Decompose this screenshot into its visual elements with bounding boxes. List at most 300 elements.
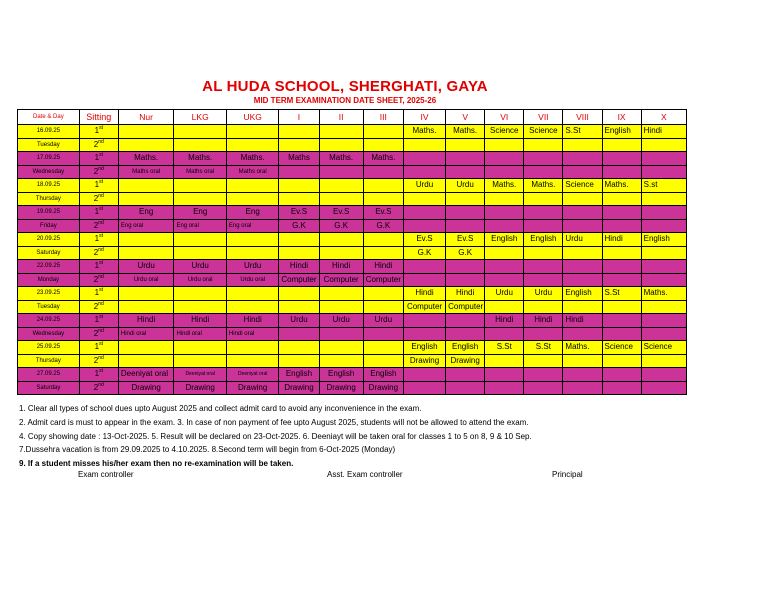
sitting-cell: [79, 260, 118, 274]
sitting-number: 2: [93, 301, 99, 311]
subject-cell: [118, 125, 174, 139]
subject-cell: [563, 260, 602, 274]
column-header: VII: [524, 110, 563, 125]
subject-cell: [563, 192, 602, 206]
subject-cell: G.K: [279, 219, 319, 233]
subject-cell: Drawing: [279, 381, 319, 395]
sitting-suffix: nd: [98, 381, 104, 388]
subject-cell: [641, 273, 686, 287]
subject-cell: [641, 300, 686, 314]
sitting-suffix: st: [99, 152, 103, 159]
subject-cell: [563, 368, 602, 382]
column-header: III: [363, 110, 403, 125]
subject-cell: English: [524, 233, 563, 247]
subject-cell: [319, 327, 363, 341]
subject-cell: [641, 368, 686, 382]
subject-cell: Ev.S: [403, 233, 445, 247]
exam-date: 25.09.25: [18, 341, 80, 355]
sitting-cell: [79, 354, 118, 368]
sitting-suffix: st: [99, 287, 103, 294]
subject-cell: Maths.: [118, 152, 174, 166]
subject-cell: G.K: [319, 219, 363, 233]
subject-cell: [446, 314, 485, 328]
subject-cell: [319, 125, 363, 139]
subject-cell: [524, 138, 563, 152]
sitting-cell: [79, 179, 118, 193]
sitting-suffix: st: [99, 341, 103, 348]
subject-cell: [174, 192, 226, 206]
subject-cell: [641, 354, 686, 368]
table-row: [18, 354, 687, 368]
sitting-suffix: nd: [98, 327, 104, 334]
subject-cell: [641, 246, 686, 260]
sitting-cell: [79, 287, 118, 301]
notes-section: [19, 402, 759, 471]
subject-cell: Computer: [403, 300, 445, 314]
table-row: [18, 260, 687, 274]
subject-cell: S.st: [641, 179, 686, 193]
subject-cell: [226, 125, 278, 139]
sitting-number: 2: [93, 355, 99, 365]
subject-cell: [563, 152, 602, 166]
exam-day: Saturday: [18, 381, 80, 395]
sitting-suffix: st: [99, 233, 103, 240]
subject-cell: [363, 341, 403, 355]
subject-cell: [174, 125, 226, 139]
subject-cell: G.K: [403, 246, 445, 260]
subject-cell: [279, 192, 319, 206]
subject-cell: Hindi oral: [174, 327, 226, 341]
sitting-cell: [79, 206, 118, 220]
subject-cell: [363, 179, 403, 193]
sitting-number: 1: [94, 315, 100, 325]
subject-cell: English: [485, 233, 524, 247]
exam-date: 24.09.25: [18, 314, 80, 328]
subject-cell: Maths.: [226, 152, 278, 166]
subject-cell: [485, 273, 524, 287]
subject-cell: Science: [563, 179, 602, 193]
column-header: UKG: [226, 110, 278, 125]
subject-cell: Eng: [118, 206, 174, 220]
sitting-cell: [79, 192, 118, 206]
subject-cell: [403, 273, 445, 287]
subject-cell: Hindi: [524, 314, 563, 328]
subject-cell: Urdu: [403, 179, 445, 193]
subject-cell: [563, 165, 602, 179]
sitting-cell: [79, 152, 118, 166]
column-header: VI: [485, 110, 524, 125]
subject-cell: Maths.: [641, 287, 686, 301]
sitting-cell: [79, 273, 118, 287]
subject-cell: Hindi: [485, 314, 524, 328]
subject-cell: Eng oral: [118, 219, 174, 233]
subject-cell: [446, 138, 485, 152]
sitting-cell: [79, 233, 118, 247]
subject-cell: Hindi: [403, 287, 445, 301]
subject-cell: [363, 354, 403, 368]
subject-cell: [279, 138, 319, 152]
subject-cell: [279, 125, 319, 139]
sitting-suffix: nd: [98, 246, 104, 253]
subject-cell: Hindi oral: [226, 327, 278, 341]
exam-date: 18.09.25: [18, 179, 80, 193]
sitting-cell: [79, 381, 118, 395]
sitting-cell: [79, 314, 118, 328]
subject-cell: [319, 138, 363, 152]
sitting-cell: [79, 368, 118, 382]
subject-cell: [602, 327, 641, 341]
subject-cell: Hindi oral: [118, 327, 174, 341]
subject-cell: [563, 138, 602, 152]
sitting-number: 2: [93, 166, 99, 176]
subject-cell: [446, 260, 485, 274]
subject-cell: [563, 327, 602, 341]
table-row: [18, 341, 687, 355]
subject-cell: [363, 192, 403, 206]
sitting-cell: [79, 246, 118, 260]
subject-cell: Ev.S: [279, 206, 319, 220]
subject-cell: [403, 368, 445, 382]
exam-day: Tuesday: [18, 138, 80, 152]
subject-cell: [319, 246, 363, 260]
subject-cell: [602, 314, 641, 328]
subject-cell: [641, 192, 686, 206]
subject-cell: Hindi: [446, 287, 485, 301]
subject-cell: [174, 233, 226, 247]
subject-cell: [403, 138, 445, 152]
subject-cell: [446, 165, 485, 179]
sitting-suffix: st: [99, 206, 103, 213]
column-header: Nur: [118, 110, 174, 125]
subject-cell: Hindi: [319, 260, 363, 274]
subject-cell: [403, 219, 445, 233]
sitting-number: 1: [94, 207, 100, 217]
subject-cell: [641, 219, 686, 233]
sitting-number: 1: [94, 234, 100, 244]
subject-cell: Computer: [446, 300, 485, 314]
subject-cell: [602, 219, 641, 233]
subject-cell: [174, 300, 226, 314]
subject-cell: Urdu: [524, 287, 563, 301]
subject-cell: [363, 327, 403, 341]
signature-asst-exam-controller: Asst. Exam controller: [327, 470, 403, 479]
subject-cell: Maths.: [363, 152, 403, 166]
subject-cell: [563, 381, 602, 395]
subject-cell: [118, 246, 174, 260]
subject-cell: [602, 138, 641, 152]
subject-cell: [602, 192, 641, 206]
column-header: X: [641, 110, 686, 125]
subject-cell: [524, 273, 563, 287]
subject-cell: Urdu: [363, 314, 403, 328]
subject-cell: English: [641, 233, 686, 247]
subject-cell: Hindi: [226, 314, 278, 328]
exam-date: 17.09.25: [18, 152, 80, 166]
exam-day: Friday: [18, 219, 80, 233]
subject-cell: Drawing: [403, 354, 445, 368]
subject-cell: [485, 219, 524, 233]
sitting-suffix: st: [99, 260, 103, 267]
sitting-number: 1: [94, 153, 100, 163]
signature-principal: Principal: [552, 470, 583, 479]
subject-cell: [319, 192, 363, 206]
table-row: [18, 165, 687, 179]
subject-cell: Urdu oral: [226, 273, 278, 287]
subject-cell: [403, 165, 445, 179]
subject-cell: [319, 341, 363, 355]
subject-cell: [174, 341, 226, 355]
subject-cell: [118, 179, 174, 193]
subject-cell: [485, 381, 524, 395]
sitting-suffix: nd: [98, 273, 104, 280]
datesheet-subtitle: MID TERM EXAMINATION DATE SHEET, 2025-26: [253, 96, 437, 105]
exam-day: Monday: [18, 273, 80, 287]
note-2: 2. Admit card is must to appear in the exam. 3. In case of non payment of fee upto August 2025, students will not be allowed to attend the exam.: [19, 417, 529, 427]
subject-cell: [226, 138, 278, 152]
subject-cell: [118, 354, 174, 368]
subject-cell: Maths.: [485, 179, 524, 193]
sitting-cell: [79, 138, 118, 152]
subject-cell: [485, 300, 524, 314]
column-header: IX: [602, 110, 641, 125]
subject-cell: [524, 219, 563, 233]
column-header: IV: [403, 110, 445, 125]
subject-cell: [641, 314, 686, 328]
subject-cell: Maths: [279, 152, 319, 166]
sitting-number: 2: [93, 220, 99, 230]
sitting-number: 1: [94, 369, 100, 379]
subject-cell: [403, 192, 445, 206]
subject-cell: [403, 152, 445, 166]
subject-cell: [226, 192, 278, 206]
subject-cell: [363, 165, 403, 179]
subject-cell: [602, 354, 641, 368]
subject-cell: [279, 246, 319, 260]
subject-cell: [524, 381, 563, 395]
subject-cell: [524, 192, 563, 206]
subject-cell: Urdu: [279, 314, 319, 328]
subject-cell: [524, 300, 563, 314]
sitting-number: 2: [93, 139, 99, 149]
subject-cell: [446, 192, 485, 206]
subject-cell: [602, 246, 641, 260]
subject-cell: Maths.: [446, 125, 485, 139]
table-row: [18, 192, 687, 206]
table-row: [18, 327, 687, 341]
subject-cell: [485, 246, 524, 260]
subject-cell: [602, 300, 641, 314]
subject-cell: [641, 327, 686, 341]
column-header: LKG: [174, 110, 226, 125]
subject-cell: Computer: [279, 273, 319, 287]
subject-cell: [524, 368, 563, 382]
header-row: [18, 110, 687, 125]
subject-cell: [524, 165, 563, 179]
subject-cell: Ev.S: [446, 233, 485, 247]
sitting-suffix: nd: [98, 192, 104, 199]
subject-cell: G.K: [446, 246, 485, 260]
column-header: I: [279, 110, 319, 125]
subject-cell: [446, 273, 485, 287]
subject-cell: Urdu oral: [174, 273, 226, 287]
subject-cell: Urdu: [319, 314, 363, 328]
exam-day: Saturday: [18, 246, 80, 260]
subject-cell: [602, 260, 641, 274]
subject-cell: [279, 179, 319, 193]
subject-cell: Urdu: [563, 233, 602, 247]
subject-cell: [279, 287, 319, 301]
sitting-number: 1: [94, 261, 100, 271]
subject-cell: [524, 354, 563, 368]
subject-cell: Hindi: [279, 260, 319, 274]
subject-cell: [319, 287, 363, 301]
subject-cell: Deeniyat oral: [226, 368, 278, 382]
subject-cell: English: [446, 341, 485, 355]
table-row: [18, 368, 687, 382]
subject-cell: [319, 179, 363, 193]
exam-date: 16.09.25: [18, 125, 80, 139]
subject-cell: [641, 260, 686, 274]
signature-exam-controller: Exam controller: [78, 470, 134, 479]
subject-cell: [485, 354, 524, 368]
subject-cell: [446, 206, 485, 220]
subject-cell: Maths.: [524, 179, 563, 193]
subject-cell: Ev.S: [363, 206, 403, 220]
subject-cell: Urdu: [485, 287, 524, 301]
subject-cell: [563, 219, 602, 233]
subject-cell: English: [319, 368, 363, 382]
subject-cell: [174, 138, 226, 152]
subject-cell: [279, 354, 319, 368]
subject-cell: [279, 341, 319, 355]
subject-cell: [602, 273, 641, 287]
subject-cell: [524, 327, 563, 341]
subject-cell: [363, 233, 403, 247]
subject-cell: Drawing: [226, 381, 278, 395]
subject-cell: [279, 233, 319, 247]
subject-cell: Drawing: [363, 381, 403, 395]
sitting-number: 1: [94, 288, 100, 298]
table-row: [18, 179, 687, 193]
subject-cell: [118, 138, 174, 152]
subject-cell: [446, 219, 485, 233]
subject-cell: [446, 152, 485, 166]
subject-cell: [118, 287, 174, 301]
subject-cell: Urdu: [446, 179, 485, 193]
subject-cell: [118, 233, 174, 247]
exam-date: 19.09.25: [18, 206, 80, 220]
exam-day: Wednesday: [18, 327, 80, 341]
subject-cell: Maths.: [403, 125, 445, 139]
sitting-number: 1: [94, 180, 100, 190]
subject-cell: S.St: [485, 341, 524, 355]
subject-cell: Urdu oral: [118, 273, 174, 287]
subject-cell: Deeniyat oral: [174, 368, 226, 382]
subject-cell: [363, 287, 403, 301]
column-header: Sitting: [79, 110, 118, 125]
subject-cell: [485, 138, 524, 152]
subject-cell: Drawing: [446, 354, 485, 368]
subject-cell: [641, 165, 686, 179]
subject-cell: [403, 381, 445, 395]
note-4: 7.Dussehra vacation is from 29.09.2025 to 4.10.2025. 8.Second term will begin from 6-Oct-2025 (Monday): [19, 445, 396, 455]
column-header: V: [446, 110, 485, 125]
sitting-suffix: nd: [98, 219, 104, 226]
sitting-number: 1: [94, 126, 100, 136]
sitting-number: 2: [93, 193, 99, 203]
subject-cell: Computer: [363, 273, 403, 287]
subject-cell: [602, 152, 641, 166]
subject-cell: [563, 246, 602, 260]
subject-cell: [226, 287, 278, 301]
sitting-cell: [79, 327, 118, 341]
subject-cell: [524, 260, 563, 274]
subject-cell: [403, 206, 445, 220]
table-row: [18, 246, 687, 260]
table-row: [18, 125, 687, 139]
sitting-suffix: nd: [98, 138, 104, 145]
subject-cell: [485, 327, 524, 341]
sitting-cell: [79, 341, 118, 355]
subject-cell: [174, 246, 226, 260]
subject-cell: [485, 152, 524, 166]
subject-cell: [524, 206, 563, 220]
subject-cell: [563, 273, 602, 287]
subject-cell: Deeniyat oral: [118, 368, 174, 382]
subject-cell: [403, 327, 445, 341]
sitting-number: 2: [93, 247, 99, 257]
sitting-number: 1: [94, 342, 100, 352]
exam-date: 22.09.25: [18, 260, 80, 274]
subject-cell: [485, 165, 524, 179]
subject-cell: [226, 354, 278, 368]
table-row: [18, 300, 687, 314]
subject-cell: Hindi: [363, 260, 403, 274]
subject-cell: Science: [602, 341, 641, 355]
subject-cell: Eng oral: [226, 219, 278, 233]
sitting-cell: [79, 219, 118, 233]
sitting-cell: [79, 165, 118, 179]
sitting-suffix: nd: [98, 300, 104, 307]
subject-cell: [485, 192, 524, 206]
subject-cell: English: [403, 341, 445, 355]
subject-cell: [118, 300, 174, 314]
sitting-suffix: st: [99, 125, 103, 132]
date-sheet-table: [17, 109, 687, 395]
sitting-number: 2: [93, 328, 99, 338]
subject-cell: [641, 138, 686, 152]
subject-cell: S.St: [563, 125, 602, 139]
table-row: [18, 314, 687, 328]
subject-cell: [524, 246, 563, 260]
table-row: [18, 233, 687, 247]
subject-cell: [641, 152, 686, 166]
subject-cell: Maths.: [563, 341, 602, 355]
subject-cell: Science: [524, 125, 563, 139]
subject-cell: [279, 300, 319, 314]
subject-cell: [641, 206, 686, 220]
subject-cell: [446, 381, 485, 395]
sitting-suffix: st: [99, 368, 103, 375]
table-row: [18, 273, 687, 287]
subject-cell: [174, 354, 226, 368]
subject-cell: English: [363, 368, 403, 382]
note-3: 4. Copy showing date : 13-Oct-2025. 5. Result will be declared on 23-Oct-2025. 6. Deeniayt will be taken oral for classes 1 to 5 on 8, 9 & 10 Sep.: [19, 431, 532, 441]
subject-cell: [602, 206, 641, 220]
column-header: Date & Day: [18, 110, 80, 125]
sitting-cell: [79, 125, 118, 139]
subject-cell: [602, 381, 641, 395]
